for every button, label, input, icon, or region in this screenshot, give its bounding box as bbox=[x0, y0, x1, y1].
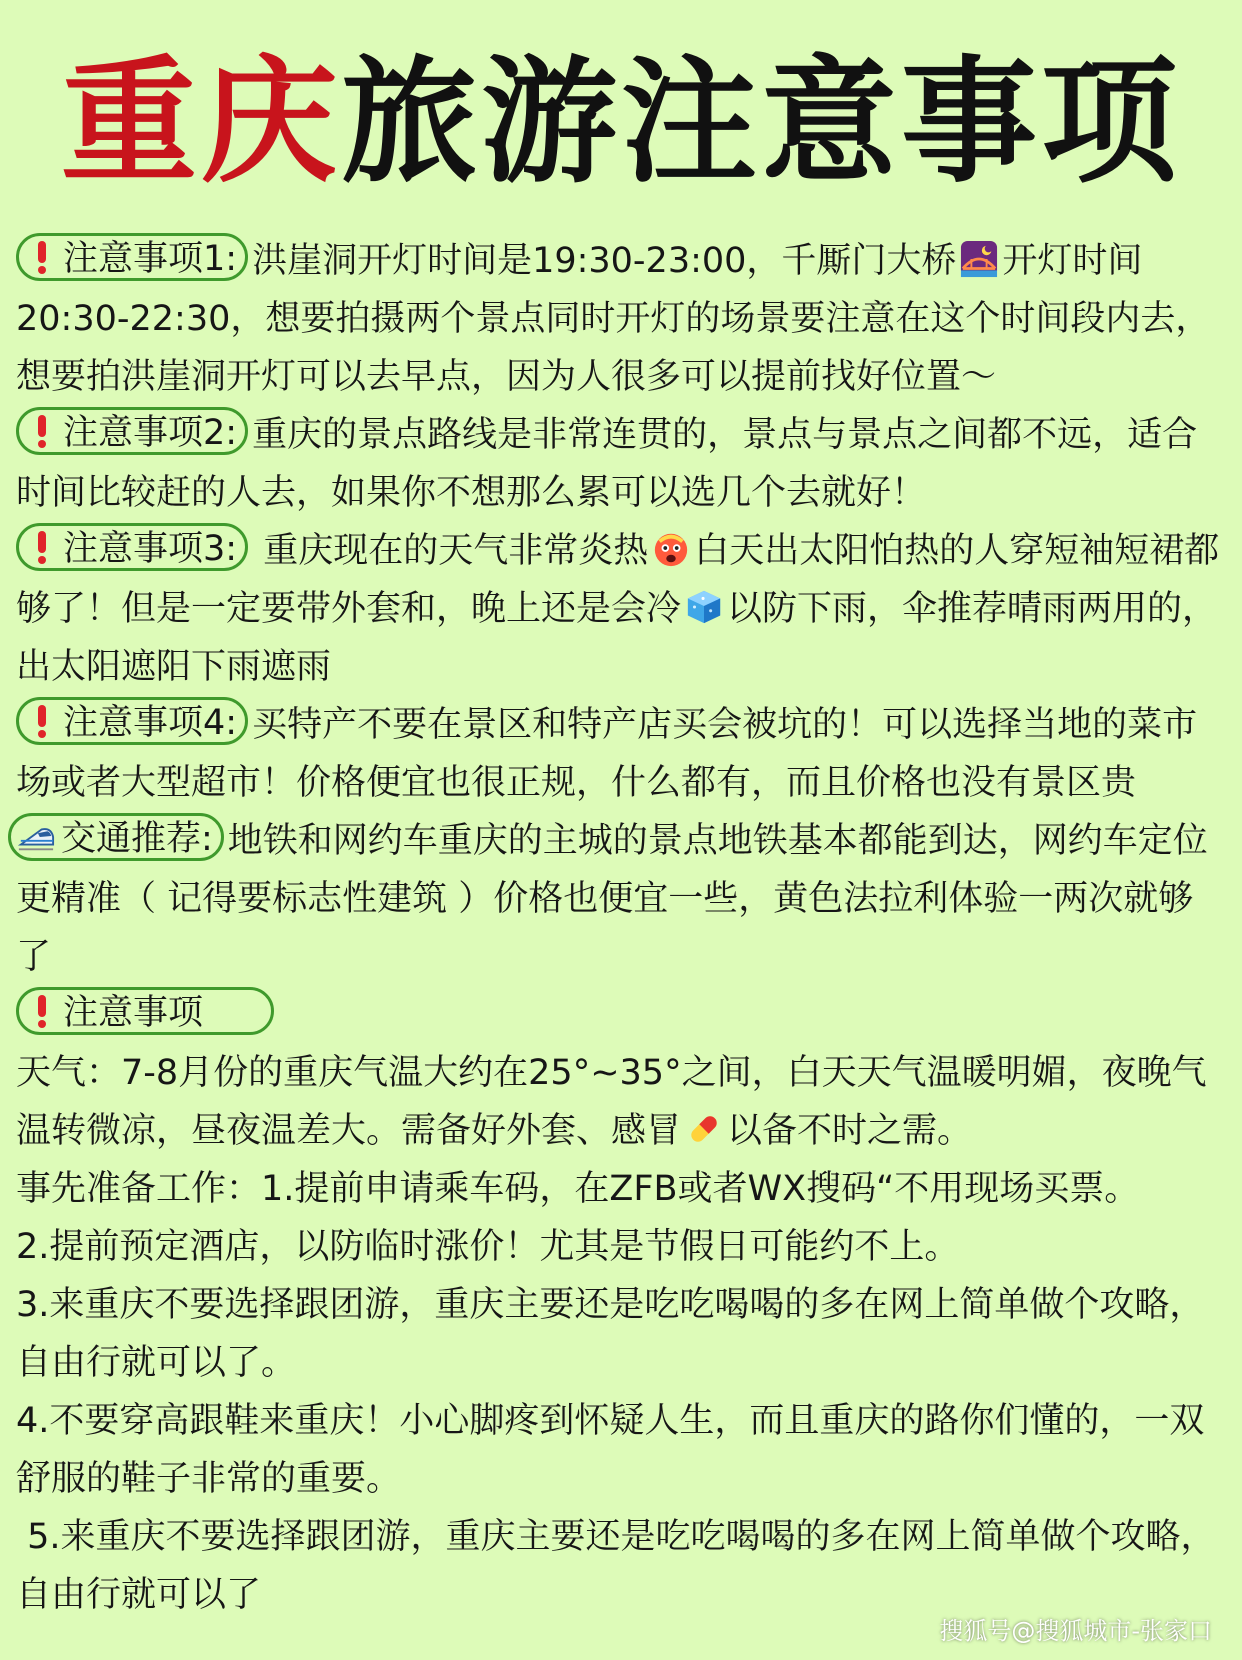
transport-label: 交通推荐: bbox=[61, 819, 213, 859]
ice-cube-icon bbox=[685, 588, 723, 626]
note-label: 注意事项2: bbox=[63, 413, 238, 453]
general-label-pill bbox=[16, 987, 274, 1035]
weather-note bbox=[16, 1044, 1228, 1160]
note-text: 白天出太阳怕热的人穿短袖短裙都够了！但是一定要带外套和，晚上还是会冷 bbox=[16, 531, 1220, 629]
general-label: 注意事项 bbox=[63, 993, 204, 1033]
note-text: 买特产不要在景区和特产店买会被坑的！可以选择当地的菜市场或者大型超市！价格便宜也很正规，什么都有，而且价格也没有景区贵 bbox=[16, 705, 1198, 803]
note-label-pill bbox=[16, 523, 248, 571]
page-title bbox=[0, 44, 1242, 202]
note-text: 重庆的景点路线是非常连贯的，景点与景点之间都不远，适合时间比较赶的人去，如果你不想那么累可以选几个去就好！ bbox=[16, 415, 1198, 513]
hot-face-icon bbox=[652, 530, 690, 568]
transport-note bbox=[16, 812, 1228, 986]
red-exclamation-icon bbox=[35, 239, 49, 275]
note-label: 注意事项4: bbox=[63, 703, 238, 743]
night-bridge-icon bbox=[960, 240, 998, 278]
content bbox=[16, 232, 1228, 1624]
pill-icon bbox=[685, 1110, 723, 1148]
note-1 bbox=[16, 232, 1228, 406]
note-text: 开灯时间20:30-22:30，想要拍摄两个景点同时开灯的场景要注意在这个时间段内去，想要拍洪崖洞开灯可以去早点，因为人很多可以提前找好位置～ bbox=[16, 241, 1211, 397]
red-exclamation-icon bbox=[35, 703, 49, 739]
title-topic: 旅游注意事项 bbox=[341, 44, 1181, 202]
note-label-pill bbox=[16, 407, 248, 455]
title-city: 重庆 bbox=[61, 44, 341, 202]
red-exclamation-icon bbox=[35, 529, 49, 565]
note-label: 注意事项1: bbox=[63, 239, 238, 279]
prep-line: 2.提前预定酒店，以防临时涨价！尤其是节假日可能约不上。 bbox=[16, 1227, 960, 1267]
transport-text: 地铁和网约车重庆的主城的景点地铁基本都能到达，网约车定位更精准（ 记得要标志性建筑 ）价格也便宜一些，黄色法拉利体验一两次就够了 bbox=[16, 821, 1208, 977]
watermark: 搜狐号@搜狐城市-张家口 bbox=[939, 1617, 1212, 1645]
weather-text: 以备不时之需。 bbox=[727, 1111, 973, 1151]
prep-line: 4.不要穿高跟鞋来重庆！小心脚疼到怀疑人生，而且重庆的路你们懂的，一双舒服的鞋子非常的重要。 bbox=[16, 1401, 1205, 1499]
prep-line: 事先准备工作：1.提前申请乘车码，在ZFB或者WX搜码“不用现场买票。 bbox=[16, 1169, 1140, 1209]
high-speed-train-icon bbox=[17, 818, 55, 856]
note-3 bbox=[16, 522, 1228, 696]
note-text: 以防下雨，伞推荐晴雨两用的，出太阳遮阳下雨遮雨 bbox=[16, 589, 1218, 687]
general-notes bbox=[16, 986, 1228, 1044]
red-exclamation-icon bbox=[35, 413, 49, 449]
red-exclamation-icon bbox=[35, 993, 49, 1029]
note-label: 注意事项3: bbox=[63, 529, 238, 569]
note-label-pill bbox=[16, 697, 248, 745]
note-text: 重庆现在的天气非常炎热 bbox=[252, 531, 649, 571]
note-4 bbox=[16, 696, 1228, 812]
prep-line: 3.来重庆不要选择跟团游，重庆主要还是吃吃喝喝的多在网上简单做个攻略，自由行就可以了。 bbox=[16, 1285, 1205, 1383]
prep-line: 5.来重庆不要选择跟团游，重庆主要还是吃吃喝喝的多在网上简单做个攻略，自由行就可以了 bbox=[16, 1517, 1216, 1615]
transport-label-pill bbox=[8, 813, 224, 861]
note-2 bbox=[16, 406, 1228, 522]
weather-text: 天气：7-8月份的重庆气温大约在25°~35°之间，白天天气温暖明媚，夜晚气温转微凉，昼夜温差大。需备好外套、感冒 bbox=[16, 1053, 1207, 1151]
note-label-pill bbox=[16, 233, 248, 281]
note-text: 洪崖洞开灯时间是19:30-23:00，千厮门大桥 bbox=[252, 241, 957, 281]
